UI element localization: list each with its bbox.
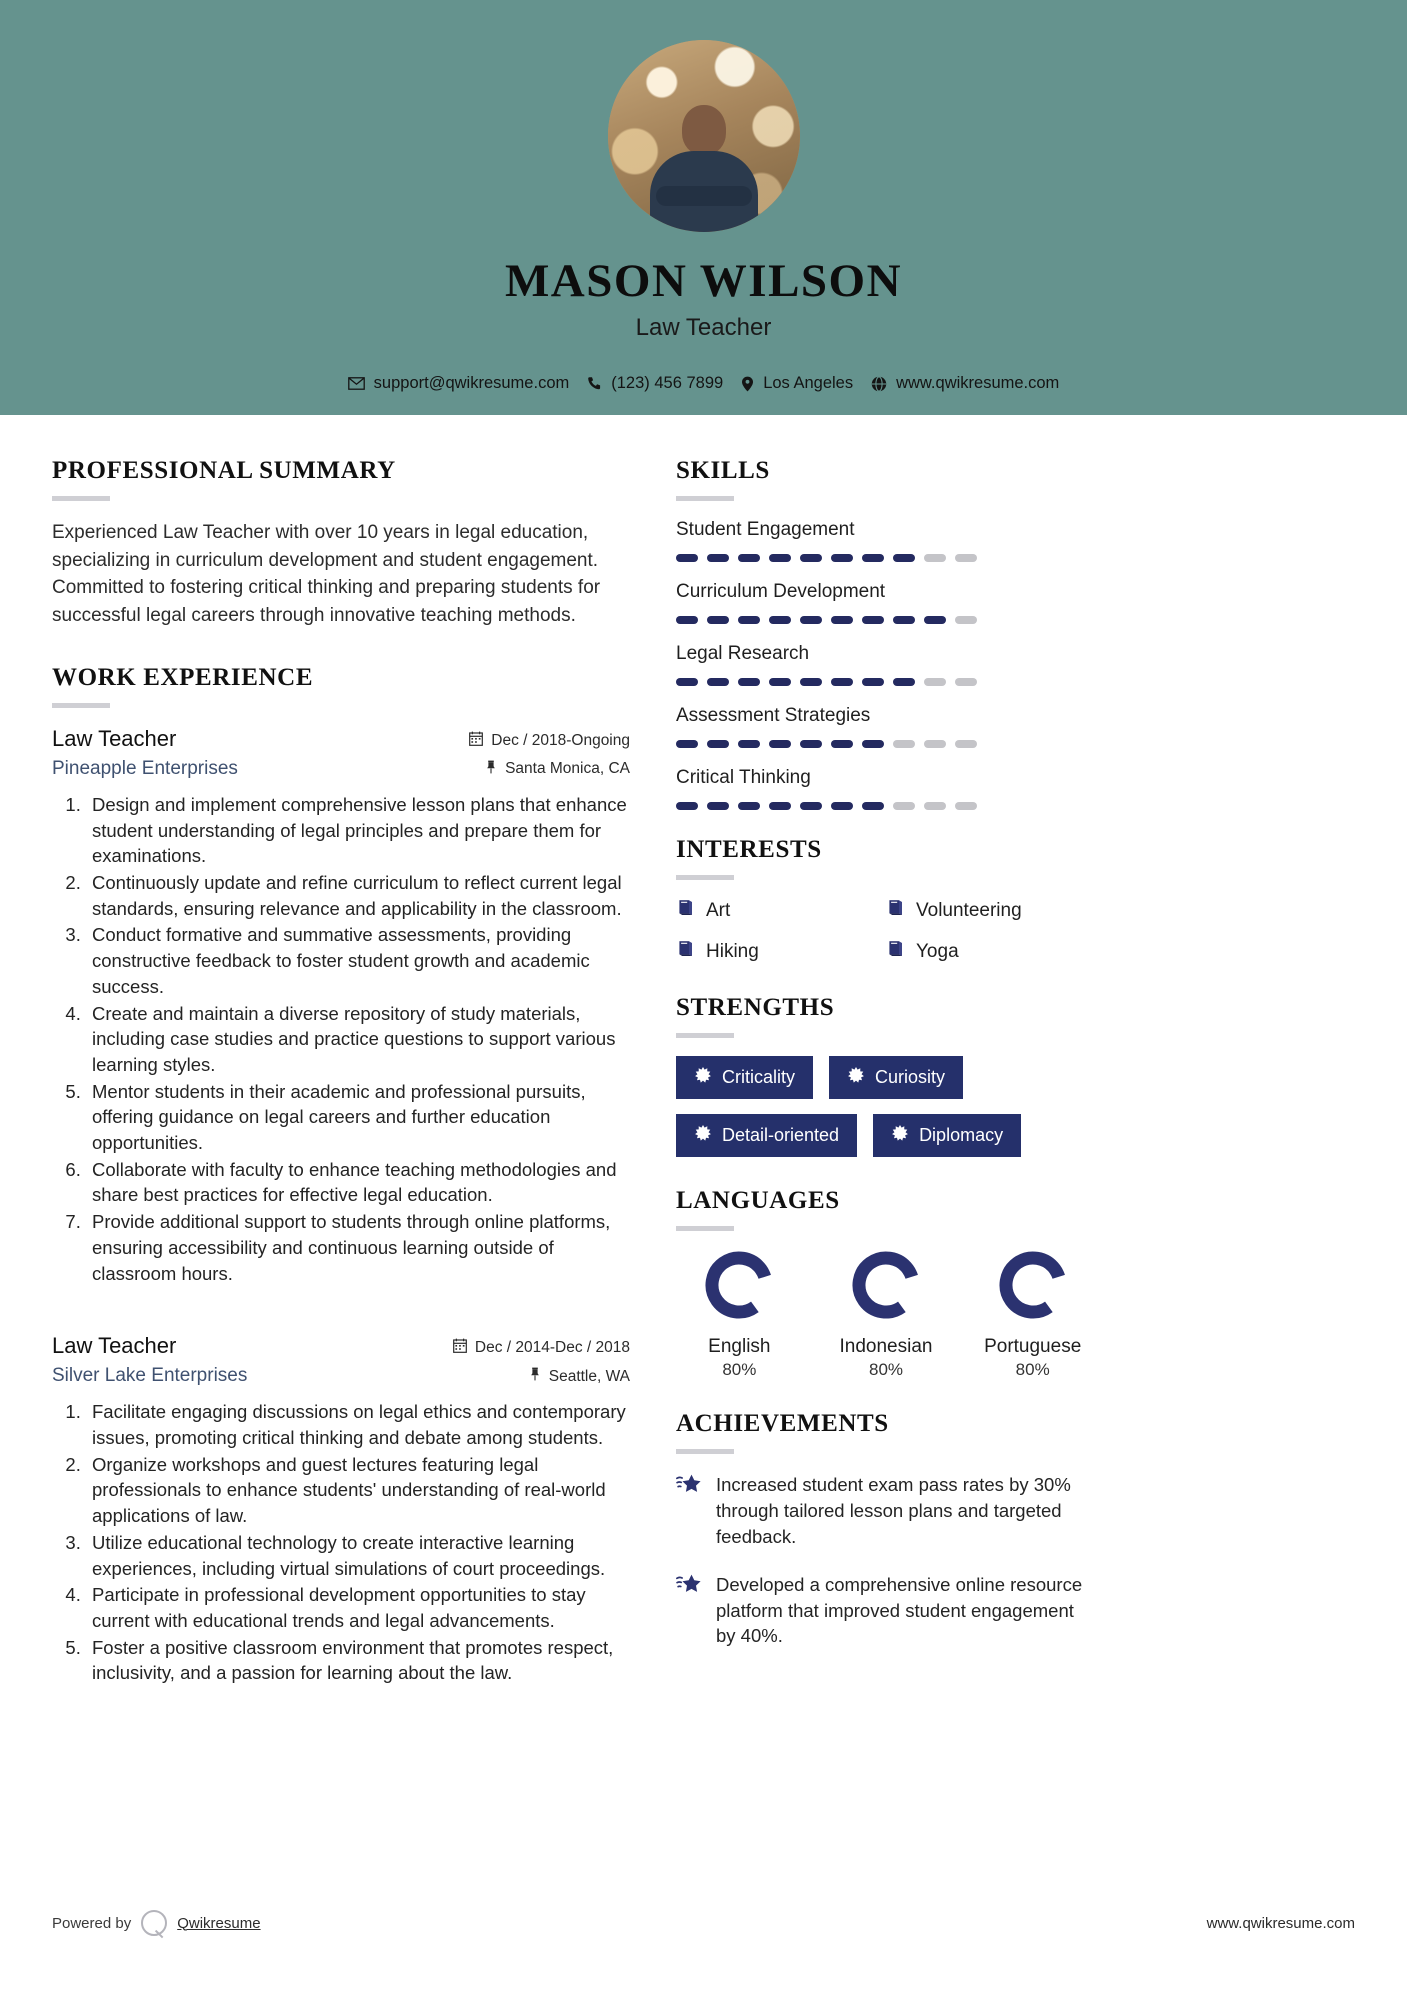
skill-segment-filled	[800, 616, 822, 624]
language-progress-ring	[703, 1249, 775, 1326]
job-role: Law Teacher	[52, 1333, 177, 1359]
skill-segment-empty	[955, 554, 977, 562]
job-bullet: 4. Create and maintain a diverse repository of study materials, including case studies and practice questions to support various learning styles.	[86, 1001, 630, 1078]
job-bullets	[86, 792, 630, 1286]
skill-segment-filled	[862, 678, 884, 686]
skill-segment-filled	[769, 802, 791, 810]
skill-segment-filled	[769, 740, 791, 748]
interest-label: Volunteering	[916, 899, 1022, 921]
skill-segment-filled	[738, 616, 760, 624]
language-item	[823, 1249, 950, 1380]
skill-level-bar	[676, 678, 1096, 686]
footer-powered-by	[52, 1910, 261, 1936]
skill-segment-empty	[955, 740, 977, 748]
job-dates	[453, 1338, 630, 1358]
job-location-text: Seattle, WA	[548, 1367, 630, 1385]
skill-name: Student Engagement	[676, 519, 855, 540]
pin-icon	[485, 760, 497, 779]
section-skills	[676, 457, 1096, 810]
candidate-job-title: Law Teacher	[635, 314, 772, 341]
section-achievements	[676, 1410, 1096, 1649]
contact-email-text: support@qwikresume.com	[373, 374, 570, 392]
skill-segment-filled	[862, 740, 884, 748]
avatar	[608, 40, 800, 232]
section-strengths	[676, 994, 1096, 1157]
strength-label: Criticality	[722, 1067, 796, 1087]
skill-segment-filled	[831, 554, 853, 562]
section-professional-summary	[52, 457, 630, 630]
strength-label: Curiosity	[875, 1067, 946, 1087]
job-subheader-row	[52, 1359, 630, 1387]
language-name: Indonesian	[839, 1336, 933, 1357]
job-dates	[469, 731, 630, 751]
job-bullet: 3. Utilize educational technology to create interactive learning experiences, including virtual simulations of court proceedings.	[86, 1530, 630, 1581]
book-icon	[676, 898, 695, 923]
language-item	[676, 1249, 803, 1380]
skill-segment-filled	[893, 554, 915, 562]
section-rule	[676, 1226, 734, 1231]
candidate-name: MASON WILSON	[504, 255, 903, 307]
footer-brand-link[interactable]: Qwikresume	[177, 1914, 261, 1932]
interest-item	[886, 939, 1096, 964]
section-rule	[52, 703, 110, 708]
right-column	[676, 457, 1096, 1687]
interest-item	[676, 898, 886, 923]
skill-segment-filled	[738, 554, 760, 562]
skill-segment-filled	[800, 678, 822, 686]
section-interests	[676, 836, 1096, 964]
skill-segment-filled	[707, 554, 729, 562]
interests-grid	[676, 898, 1096, 964]
skill-segment-filled	[831, 740, 853, 748]
achievements-heading: ACHIEVEMENTS	[676, 1410, 889, 1437]
book-icon	[886, 939, 905, 964]
page-footer	[0, 1910, 1407, 1936]
skill-segment-filled	[676, 678, 698, 686]
skill-segment-filled	[769, 678, 791, 686]
resume-body	[0, 415, 1407, 1687]
skill-name: Critical Thinking	[676, 767, 811, 788]
contact-bar	[348, 374, 1060, 393]
job-location-text: Santa Monica, CA	[505, 760, 630, 778]
strengths-heading: STRENGTHS	[676, 994, 835, 1021]
section-rule	[676, 1033, 734, 1038]
language-item	[969, 1249, 1096, 1380]
job-dates-text: Dec / 2018-Ongoing	[491, 731, 630, 749]
book-icon	[886, 898, 905, 923]
job-bullet: 6. Collaborate with faculty to enhance teaching methodologies and share best practices for effective legal education.	[86, 1157, 630, 1208]
contact-location[interactable]	[741, 374, 853, 393]
achievements-list	[676, 1472, 1096, 1649]
skill-segment-filled	[800, 740, 822, 748]
skill-level-bar	[676, 616, 1096, 624]
skill-segment-empty	[955, 678, 977, 686]
skill-segment-empty	[924, 554, 946, 562]
achievement-text: Developed a comprehensive online resource platform that improved student engagement by 40%.	[716, 1573, 1083, 1647]
skill-segment-filled	[800, 802, 822, 810]
skill-segment-filled	[862, 554, 884, 562]
job-bullet: 3. Conduct formative and summative assessments, providing constructive feedback to foster student growth and academic success.	[86, 922, 630, 999]
skill-segment-filled	[707, 740, 729, 748]
language-percent: 80%	[722, 1360, 757, 1379]
job-company[interactable]: Silver Lake Enterprises	[52, 1365, 248, 1387]
skill-segment-filled	[831, 802, 853, 810]
job-bullets	[86, 1399, 630, 1686]
interest-item	[676, 939, 886, 964]
envelope-icon	[348, 377, 365, 390]
experience-heading: WORK EXPERIENCE	[52, 663, 314, 691]
job-role: Law Teacher	[52, 725, 177, 751]
footer-powered-label: Powered by	[52, 1914, 132, 1932]
skill-name: Legal Research	[676, 643, 810, 664]
skill-segment-empty	[955, 616, 977, 624]
strength-label: Diplomacy	[919, 1125, 1004, 1145]
language-percent: 80%	[868, 1360, 904, 1379]
language-name: Portuguese	[984, 1336, 1082, 1357]
job-bullet: 5. Mentor students in their academic and professional pursuits, offering guidance on legal careers and further education opportunities.	[86, 1079, 630, 1156]
job-company[interactable]: Pineapple Enterprises	[52, 757, 238, 779]
skill-level-bar	[676, 740, 1096, 748]
skills-heading: SKILLS	[676, 457, 770, 484]
skill-level-bar	[676, 554, 1096, 562]
language-progress-ring	[850, 1249, 922, 1326]
job-dates-text: Dec / 2014-Dec / 2018	[474, 1339, 630, 1357]
contact-location-text: Los Angeles	[763, 374, 854, 392]
skill-segment-empty	[924, 802, 946, 810]
skill-segment-filled	[862, 616, 884, 624]
skill-segment-filled	[676, 554, 698, 562]
burst-icon	[694, 1124, 712, 1147]
contact-website-text: www.qwikresume.com	[896, 374, 1060, 392]
skill-level-bar	[676, 802, 1096, 810]
language-percent: 80%	[1015, 1360, 1050, 1379]
strength-chip	[873, 1114, 1021, 1157]
footer-website: www.qwikresume.com	[1206, 1914, 1355, 1932]
section-work-experience	[52, 664, 630, 1686]
skill-segment-filled	[862, 802, 884, 810]
job-bullet: 1. Design and implement comprehensive lesson plans that enhance student understanding of legal principles and prepare them for examinations.	[86, 792, 630, 869]
skills-list	[676, 519, 1096, 810]
job-entry	[52, 726, 630, 1286]
languages-list	[676, 1249, 1096, 1380]
skill-segment-filled	[831, 616, 853, 624]
skill-segment-empty	[893, 740, 915, 748]
burst-icon	[694, 1066, 712, 1089]
job-bullet: 1. Facilitate engaging discussions on legal ethics and contemporary issues, promoting critical thinking and debate among students.	[86, 1399, 630, 1450]
skill-segment-filled	[893, 678, 915, 686]
job-location	[485, 760, 630, 779]
book-icon	[676, 939, 695, 964]
left-column	[52, 457, 630, 1687]
contact-phone[interactable]	[587, 374, 723, 393]
interest-label: Hiking	[706, 940, 759, 962]
job-subheader-row	[52, 752, 630, 780]
skill-segment-filled	[707, 678, 729, 686]
interest-item	[886, 898, 1096, 923]
burst-icon	[891, 1124, 909, 1147]
calendar-icon	[469, 731, 483, 751]
pin-icon	[529, 1367, 541, 1386]
skill-segment-filled	[676, 802, 698, 810]
job-bullet: 7. Provide additional support to students through online platforms, ensuring accessibility and continuous learning outside of classroom hours.	[86, 1209, 630, 1286]
strength-chip	[829, 1056, 963, 1099]
job-header-row	[52, 726, 630, 752]
skill-segment-filled	[831, 678, 853, 686]
section-rule	[676, 875, 734, 880]
skill-segment-empty	[893, 802, 915, 810]
contact-website[interactable]	[871, 374, 1059, 393]
job-bullet: 5. Foster a positive classroom environment that promotes respect, inclusivity, and a passion for learning about the law.	[86, 1635, 630, 1686]
resume-header	[0, 0, 1407, 415]
job-location	[529, 1367, 630, 1386]
strengths-list	[676, 1056, 1096, 1157]
skill-segment-empty	[955, 802, 977, 810]
phone-icon	[587, 376, 602, 391]
strength-label: Detail-oriented	[722, 1125, 840, 1145]
contact-email[interactable]	[348, 374, 570, 393]
section-rule	[676, 496, 734, 501]
globe-icon	[871, 376, 887, 392]
location-pin-icon	[741, 376, 754, 392]
languages-heading: LANGUAGES	[676, 1187, 840, 1214]
job-entry	[52, 1333, 630, 1686]
job-bullet: 4. Participate in professional development opportunities to stay current with educational trends and legal advancements.	[86, 1582, 630, 1633]
skill-segment-filled	[676, 740, 698, 748]
skill-segment-filled	[707, 616, 729, 624]
job-spacer	[52, 1287, 630, 1329]
skill-segment-filled	[769, 616, 791, 624]
skill-segment-filled	[676, 616, 698, 624]
achievement-item	[676, 1472, 1096, 1550]
contact-phone-text: (123) 456 7899	[611, 374, 724, 392]
section-rule	[676, 1449, 734, 1454]
burst-icon	[847, 1066, 865, 1089]
shooting-star-icon	[676, 1572, 702, 1650]
skill-name: Curriculum Development	[676, 581, 886, 602]
skill-segment-empty	[924, 740, 946, 748]
calendar-icon	[453, 1338, 467, 1358]
avatar-arms	[656, 186, 752, 206]
job-bullet: 2. Continuously update and refine curriculum to reflect current legal standards, ensuring relevance and applicability in the classroom.	[86, 870, 630, 921]
interest-label: Yoga	[916, 940, 959, 962]
skill-segment-filled	[924, 616, 946, 624]
job-bullet: 2. Organize workshops and guest lectures featuring legal professionals to enhance students' understanding of real-world applications of law.	[86, 1452, 630, 1529]
skill-segment-filled	[738, 802, 760, 810]
skill-segment-filled	[893, 616, 915, 624]
skill-segment-filled	[707, 802, 729, 810]
skill-segment-filled	[738, 740, 760, 748]
avatar-head	[682, 105, 726, 155]
skill-segment-filled	[738, 678, 760, 686]
qwikresume-logo-icon	[141, 1910, 167, 1936]
job-header-row	[52, 1333, 630, 1359]
interests-heading: INTERESTS	[676, 836, 822, 863]
shooting-star-icon	[676, 1472, 702, 1550]
skill-segment-filled	[800, 554, 822, 562]
skill-segment-filled	[769, 554, 791, 562]
skill-name: Assessment Strategies	[676, 705, 871, 726]
summary-heading: PROFESSIONAL SUMMARY	[52, 457, 396, 484]
skill-segment-empty	[924, 678, 946, 686]
interest-label: Art	[706, 899, 731, 921]
language-name: English	[708, 1336, 771, 1357]
achievement-text: Increased student exam pass rates by 30% through tailored lesson plans and targeted feedback.	[716, 1474, 1071, 1547]
strength-chip	[676, 1056, 813, 1099]
strength-chip	[676, 1114, 857, 1157]
language-progress-ring	[997, 1249, 1069, 1326]
achievement-item	[676, 1572, 1096, 1650]
summary-text: Experienced Law Teacher with over 10 years in legal education, specializing in curriculum development and student engagement. Committed to fostering critical thinking and preparing students for successful legal careers through innovative teaching methods.	[52, 522, 601, 627]
section-rule	[52, 496, 110, 501]
section-languages	[676, 1187, 1096, 1380]
